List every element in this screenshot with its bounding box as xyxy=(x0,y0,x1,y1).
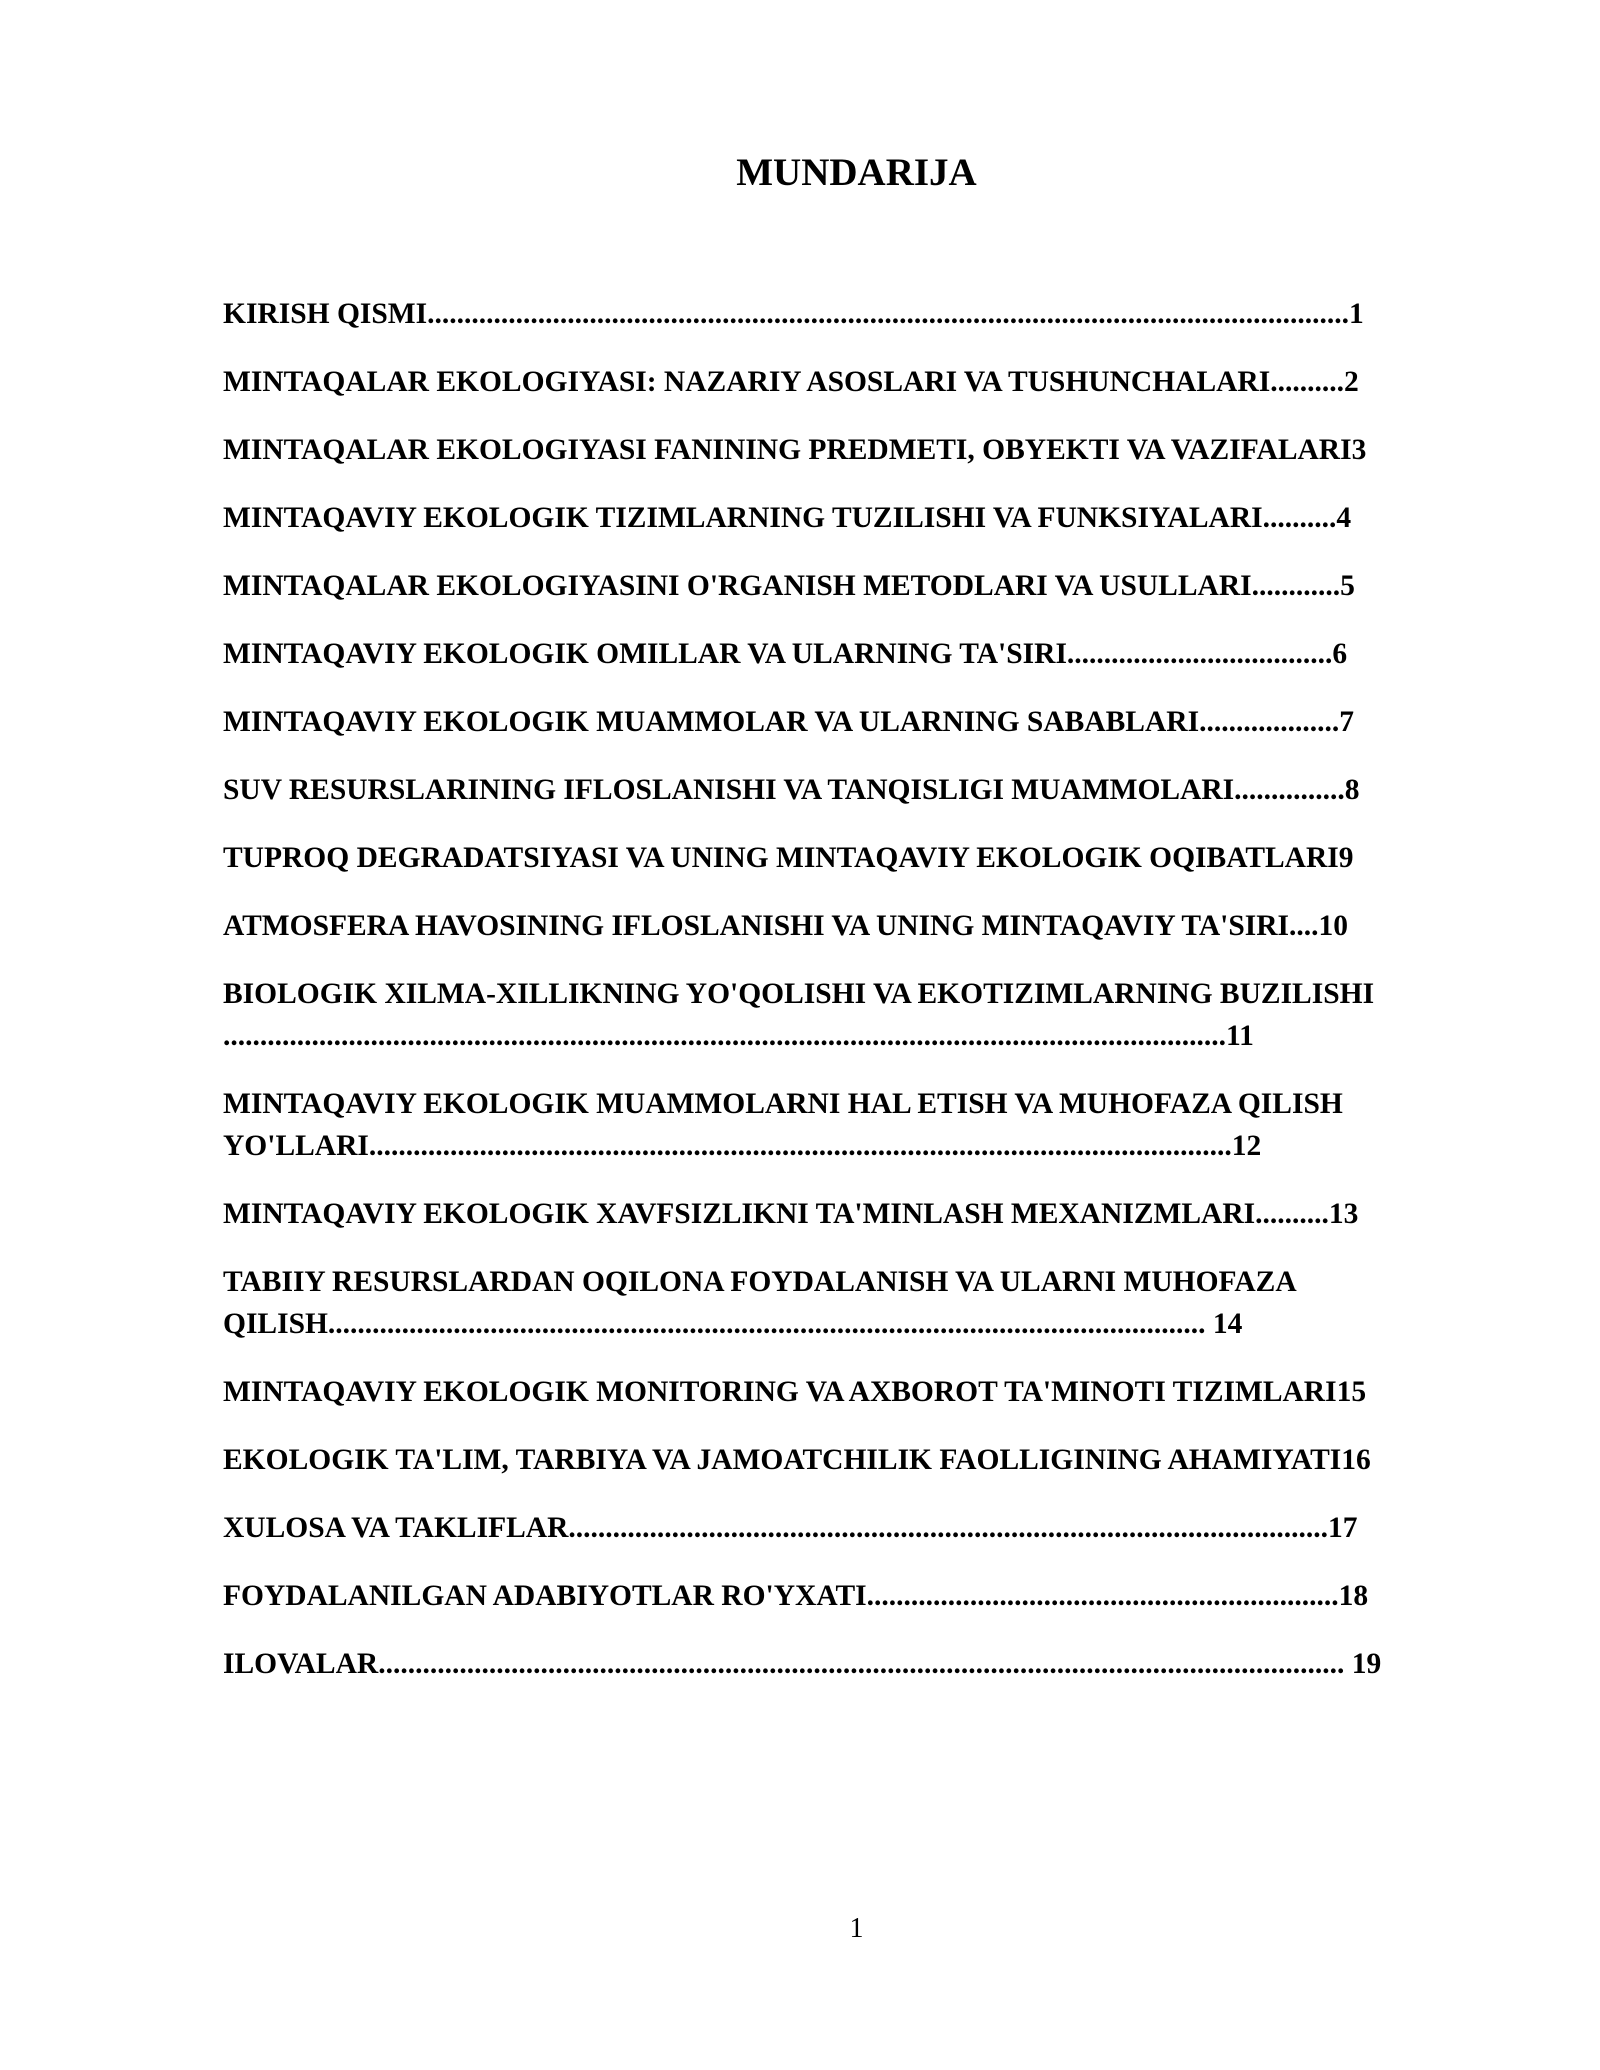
toc-entry-predmeti[interactable]: MINTAQALAR EKOLOGIYASI FANINING PREDMETI, OBYEKTI VA VAZIFALARI3 xyxy=(223,434,1367,466)
page-title: MUNDARIJA xyxy=(736,151,977,194)
toc-entry-xavfsizlik[interactable]: MINTAQAVIY EKOLOGIK XAVFSIZLIKNI TA'MINLASH MEXANIZMLARI..........13 xyxy=(223,1198,1359,1230)
toc-entry-tizimlar-tuzilishi[interactable]: MINTAQAVIY EKOLOGIK TIZIMLARNING TUZILISHI VA FUNKSIYALARI..........4 xyxy=(223,502,1352,534)
toc-entry-tabiiy-resurslar[interactable]: TABIIY RESURSLARDAN OQILONA FOYDALANISH VA ULARNI MUHOFAZA QILISH....................................................................................................................... 14 xyxy=(223,1266,1295,1340)
toc-entry-monitoring[interactable]: MINTAQAVIY EKOLOGIK MONITORING VA AXBOROT TA'MINOTI TIZIMLARI15 xyxy=(223,1376,1367,1408)
toc-entry-xulosa[interactable]: XULOSA VA TAKLIFLAR.......................................................................................................17 xyxy=(223,1512,1358,1544)
toc-entry-tuproq[interactable]: TUPROQ DEGRADATSIYASI VA UNING MINTAQAVIY EKOLOGIK OQIBATLARI9 xyxy=(223,842,1354,874)
toc-entry-kirish[interactable]: KIRISH QISMI.............................................................................................................................1 xyxy=(223,298,1364,330)
table-of-contents xyxy=(223,293,1448,1711)
toc-entry-nazariy-asoslari[interactable]: MINTAQALAR EKOLOGIYASI: NAZARIY ASOSLARI VA TUSHUNCHALARI..........2 xyxy=(223,366,1359,398)
toc-entry-omillar[interactable]: MINTAQAVIY EKOLOGIK OMILLAR VA ULARNING TA'SIRI....................................6 xyxy=(223,638,1348,670)
toc-entry-hal-etish[interactable]: MINTAQAVIY EKOLOGIK MUAMMOLARNI HAL ETISH VA MUHOFAZA QILISH YO'LLARI.....................................................................................................................12 xyxy=(223,1088,1343,1162)
toc-entry-atmosfera[interactable]: ATMOSFERA HAVOSINING IFLOSLANISHI VA UNING MINTAQAVIY TA'SIRI....10 xyxy=(223,910,1349,942)
toc-entry-suv-resurslari[interactable]: SUV RESURSLARINING IFLOSLANISHI VA TANQISLIGI MUAMMOLARI...............8 xyxy=(223,774,1360,806)
toc-entry-muammolar[interactable]: MINTAQAVIY EKOLOGIK MUAMMOLAR VA ULARNING SABABLARI...................7 xyxy=(223,706,1354,738)
toc-entry-ilovalar[interactable]: ILOVALAR................................................................................................................................... 19 xyxy=(223,1648,1382,1680)
toc-entry-adabiyotlar[interactable]: FOYDALANILGAN ADABIYOTLAR RO'YXATI................................................................18 xyxy=(223,1580,1369,1612)
toc-entry-metodlar[interactable]: MINTAQALAR EKOLOGIYASINI O'RGANISH METODLARI VA USULLARI............5 xyxy=(223,570,1355,602)
toc-entry-ekologik-talim[interactable]: EKOLOGIK TA'LIM, TARBIYA VA JAMOATCHILIK FAOLLIGINING AHAMIYATI16 xyxy=(223,1444,1371,1476)
page-number: 1 xyxy=(849,1913,864,1944)
toc-entry-biologik-xilma-xillik[interactable]: BIOLOGIK XILMA-XILLIKNING YO'QOLISHI VA EKOTIZIMLARNING BUZILISHI ........................................................................................................................................11 xyxy=(223,978,1375,1052)
